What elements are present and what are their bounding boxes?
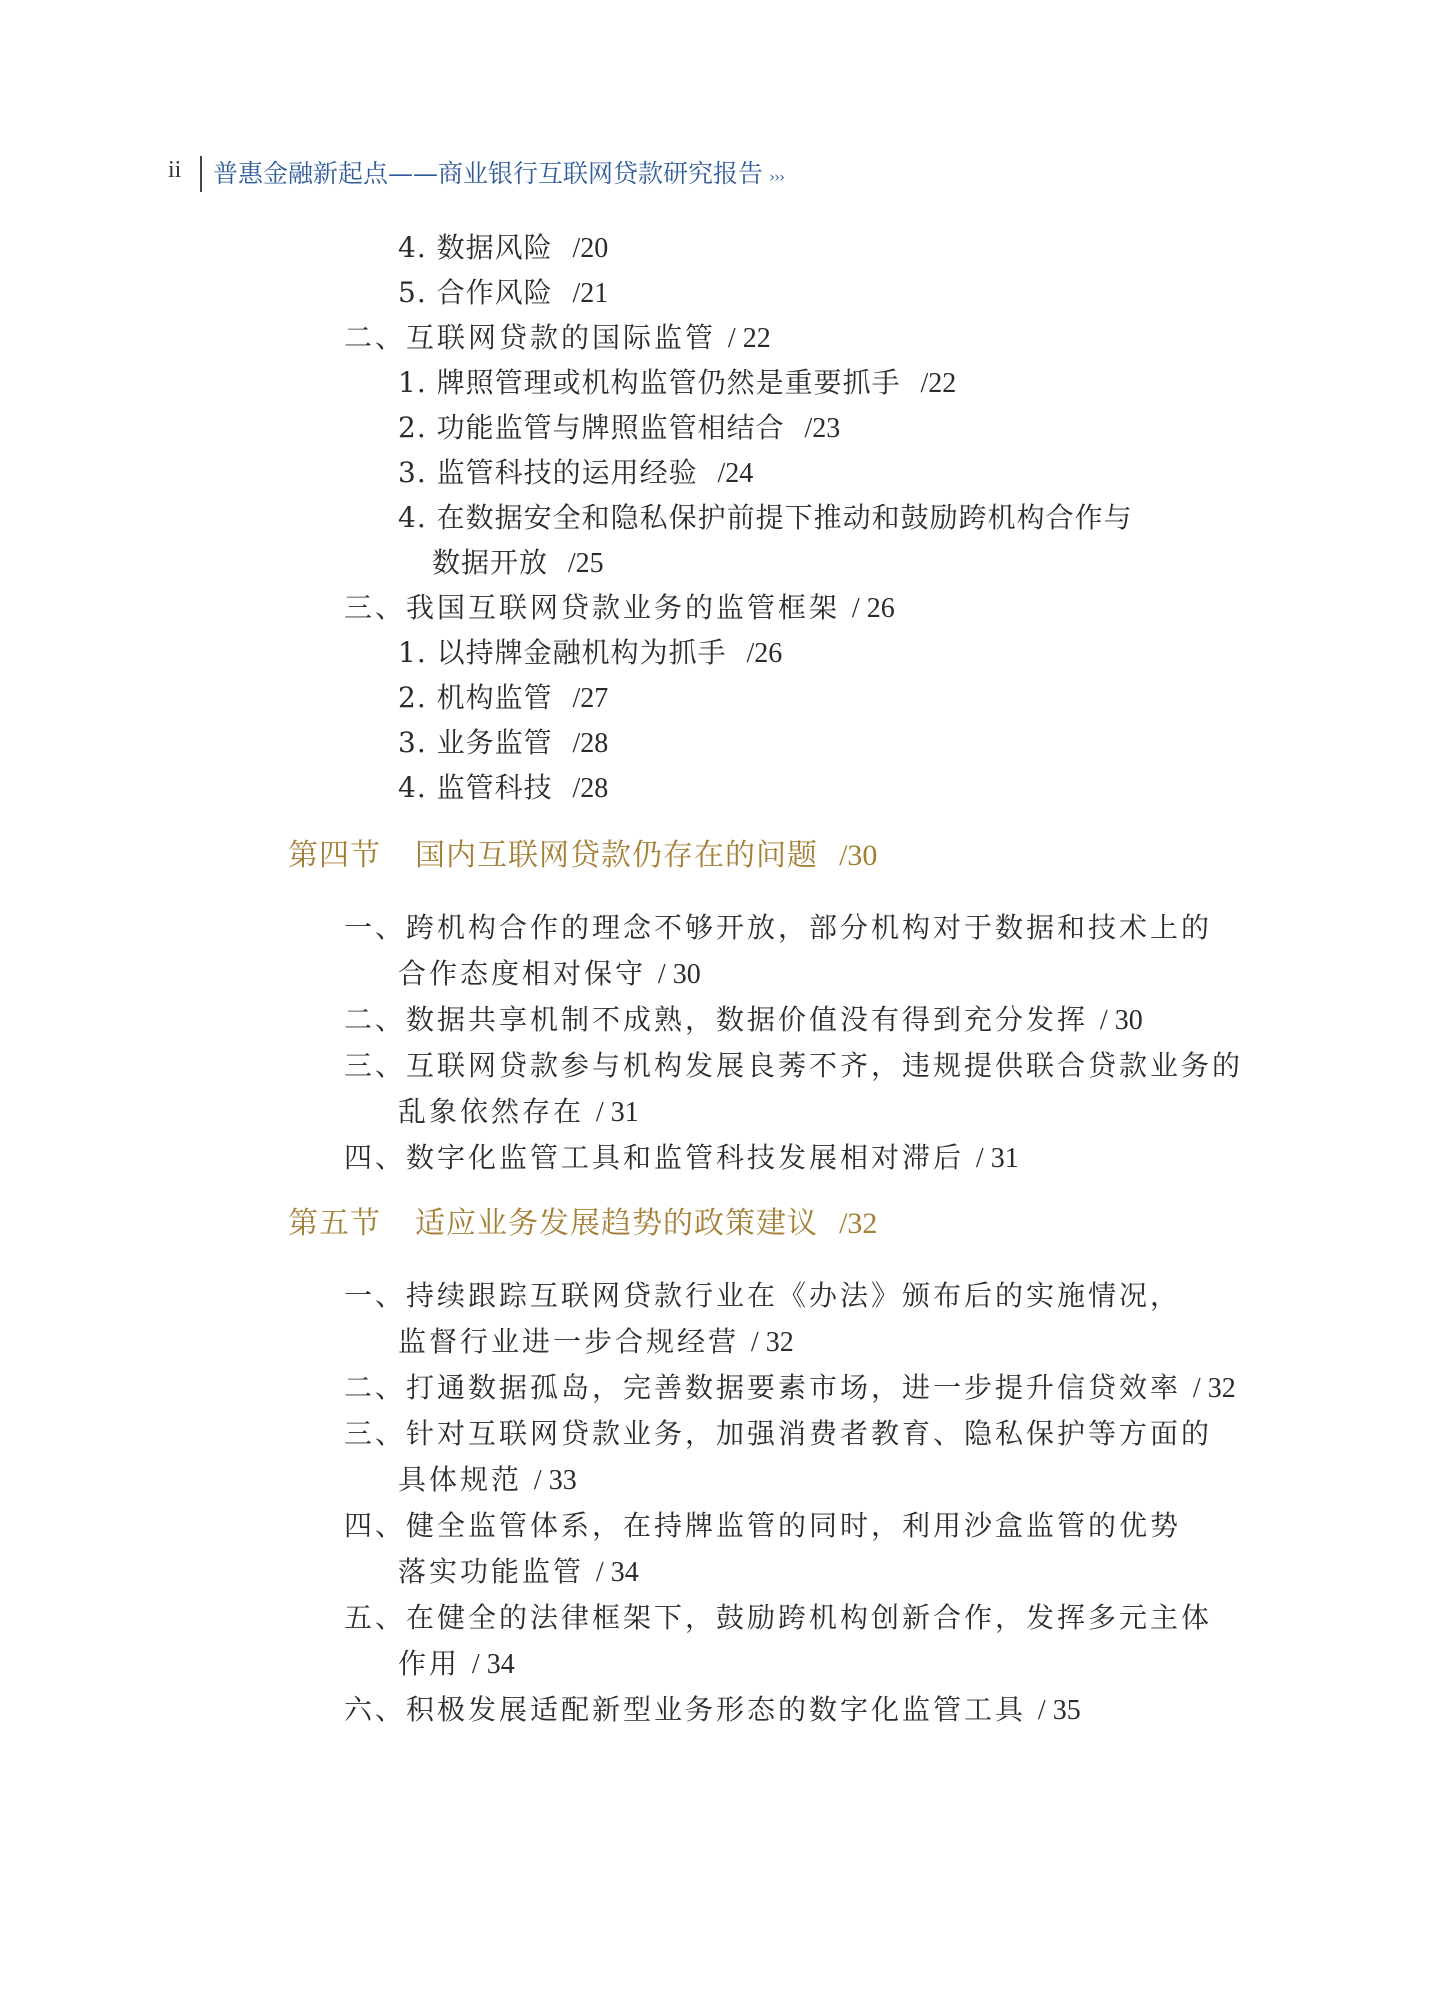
page-number: / 31 bbox=[595, 1097, 639, 1128]
toc-entry[interactable] bbox=[398, 770, 608, 807]
entry-text: 第五节 bbox=[288, 1206, 381, 1241]
toc-entry[interactable] bbox=[398, 500, 1133, 536]
entry-text: 1. 牌照管理或机构监管仍然是重要抓手 bbox=[398, 366, 901, 399]
toc-entry[interactable] bbox=[344, 1370, 1236, 1407]
page-number: /21 bbox=[572, 278, 609, 309]
page-number: / 22 bbox=[727, 323, 771, 354]
entry-text: 合作态度相对保守 bbox=[398, 957, 647, 990]
toc-entry[interactable] bbox=[344, 1508, 1181, 1544]
toc-entry[interactable] bbox=[344, 1048, 1243, 1084]
entry-text: 3. 监管科技的运用经验 bbox=[398, 456, 698, 489]
entry-text: 1. 以持牌金融机构为抓手 bbox=[398, 636, 727, 669]
toc-entry[interactable] bbox=[344, 910, 1212, 946]
entry-text: 落实功能监管 bbox=[398, 1555, 585, 1588]
page-number: /20 bbox=[572, 233, 609, 264]
page-number: /22 bbox=[920, 368, 957, 399]
toc-entry[interactable] bbox=[398, 635, 782, 672]
page-folio: ii bbox=[168, 156, 182, 183]
toc-entry[interactable] bbox=[398, 725, 608, 762]
toc-entry[interactable] bbox=[398, 680, 608, 717]
page-number: /26 bbox=[746, 638, 783, 669]
page-number: / 33 bbox=[533, 1465, 577, 1496]
toc-entry[interactable] bbox=[344, 590, 895, 627]
toc-entry[interactable] bbox=[398, 365, 956, 402]
toc-entry-continuation[interactable] bbox=[398, 1646, 515, 1683]
entry-text: 二、数据共享机制不成熟，数据价值没有得到充分发挥 bbox=[344, 1003, 1089, 1036]
entry-text: 二、互联网贷款的国际监管 bbox=[344, 321, 717, 354]
page-number: /28 bbox=[572, 728, 609, 759]
running-title bbox=[213, 154, 784, 190]
page-number: /23 bbox=[804, 413, 841, 444]
entry-text: 5. 合作风险 bbox=[398, 276, 553, 309]
page-number: /24 bbox=[717, 458, 754, 489]
toc-entry[interactable] bbox=[398, 230, 608, 267]
page-number: /28 bbox=[572, 773, 609, 804]
entry-text: 4. 数据风险 bbox=[398, 231, 553, 264]
section-heading-5[interactable] bbox=[288, 1206, 877, 1242]
toc-entry[interactable] bbox=[398, 455, 753, 492]
entry-text: 六、积极发展适配新型业务形态的数字化监管工具 bbox=[344, 1693, 1027, 1726]
page-number: /32 bbox=[839, 1207, 878, 1240]
toc-entry[interactable] bbox=[344, 1278, 1181, 1314]
entry-text: 4. 在数据安全和隐私保护前提下推动和鼓励跨机构合作与 bbox=[398, 501, 1133, 534]
toc-entry-continuation[interactable] bbox=[398, 1554, 639, 1591]
entry-text: 数据开放 bbox=[432, 546, 549, 579]
page-number: /30 bbox=[839, 839, 878, 872]
entry-text: 4. 监管科技 bbox=[398, 771, 553, 804]
page-number: / 32 bbox=[1192, 1373, 1236, 1404]
section-heading-4[interactable] bbox=[288, 838, 877, 874]
toc-entry[interactable] bbox=[344, 1002, 1143, 1039]
running-title-text: 普惠金融新起点——商业银行互联网贷款研究报告 bbox=[213, 159, 764, 188]
entry-text: 适应业务发展趋势的政策建议 bbox=[415, 1206, 818, 1241]
page-number: / 35 bbox=[1037, 1695, 1081, 1726]
entry-text: 3. 业务监管 bbox=[398, 726, 553, 759]
page-number: / 26 bbox=[851, 593, 895, 624]
toc-entry-continuation[interactable] bbox=[398, 956, 701, 993]
entry-text: 作用 bbox=[398, 1647, 461, 1680]
page-number: / 30 bbox=[1099, 1005, 1143, 1036]
toc-entry-continuation[interactable] bbox=[432, 545, 604, 582]
page-number: / 31 bbox=[975, 1143, 1019, 1174]
entry-text: 2. 功能监管与牌照监管相结合 bbox=[398, 411, 785, 444]
toc-entry-continuation[interactable] bbox=[398, 1462, 577, 1499]
entry-text: 四、数字化监管工具和监管科技发展相对滞后 bbox=[344, 1141, 965, 1174]
entry-text: 具体规范 bbox=[398, 1463, 523, 1496]
entry-text: 四、健全监管体系，在持牌监管的同时，利用沙盒监管的优势 bbox=[344, 1509, 1182, 1542]
page-number: / 32 bbox=[750, 1327, 794, 1358]
entry-text: 一、持续跟踪互联网贷款行业在《办法》颁布后的实施情况， bbox=[344, 1279, 1182, 1312]
toc-entry-continuation[interactable] bbox=[398, 1324, 794, 1361]
header-divider bbox=[200, 156, 202, 192]
page-number: / 34 bbox=[471, 1649, 515, 1680]
page-number: /27 bbox=[572, 683, 609, 714]
toc-entry[interactable] bbox=[344, 1140, 1019, 1177]
toc-entry-continuation[interactable] bbox=[398, 1094, 639, 1131]
page-number: / 34 bbox=[595, 1557, 639, 1588]
toc-entry[interactable] bbox=[344, 320, 771, 357]
toc-entry[interactable] bbox=[344, 1416, 1212, 1452]
entry-text: 乱象依然存在 bbox=[398, 1095, 585, 1128]
chevrons-icon: ››› bbox=[769, 168, 785, 186]
toc-entry[interactable] bbox=[344, 1692, 1081, 1729]
entry-text: 三、互联网贷款参与机构发展良莠不齐，违规提供联合贷款业务的 bbox=[344, 1049, 1244, 1082]
toc-entry[interactable] bbox=[398, 410, 840, 447]
entry-text: 三、针对互联网贷款业务，加强消费者教育、隐私保护等方面的 bbox=[344, 1417, 1213, 1450]
toc-entry[interactable] bbox=[398, 275, 608, 312]
page-header bbox=[168, 148, 202, 192]
entry-text: 五、在健全的法律框架下，鼓励跨机构创新合作，发挥多元主体 bbox=[344, 1601, 1213, 1634]
entry-text: 一、跨机构合作的理念不够开放，部分机构对于数据和技术上的 bbox=[344, 911, 1213, 944]
page-number: / 30 bbox=[657, 959, 701, 990]
entry-text: 三、我国互联网贷款业务的监管框架 bbox=[344, 591, 841, 624]
toc-entry[interactable] bbox=[344, 1600, 1212, 1636]
entry-text: 第四节 bbox=[288, 838, 381, 873]
entry-text: 监督行业进一步合规经营 bbox=[398, 1325, 740, 1358]
page-number: /25 bbox=[567, 548, 604, 579]
entry-text: 二、打通数据孤岛，完善数据要素市场，进一步提升信贷效率 bbox=[344, 1371, 1182, 1404]
entry-text: 2. 机构监管 bbox=[398, 681, 553, 714]
entry-text: 国内互联网贷款仍存在的问题 bbox=[415, 838, 818, 873]
